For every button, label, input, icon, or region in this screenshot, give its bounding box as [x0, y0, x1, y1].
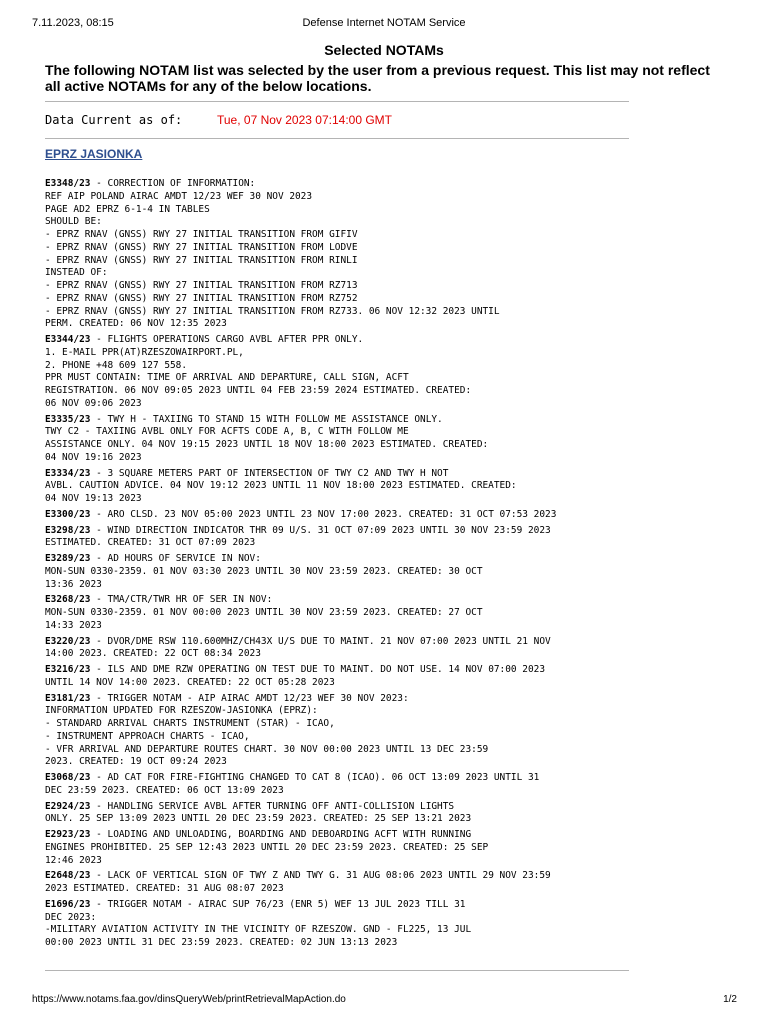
- notam-id: E3300/23: [45, 508, 91, 520]
- notam-item: [45, 594, 745, 632]
- notam-text: - TRIGGER NOTAM - AIRAC SUP 76/23 (ENR 5) WEF 13 JUL 2023 TILL 31 DEC 2023: -MILITARY AVIATION ACTIVITY IN THE VICINITY OF RZESZOW. GND - FL225, 13 JUL 00:00 2023 UNTIL 31 DEC 23:59 2023. CREATED: 02 JUN 13:13 2023: [45, 898, 472, 948]
- notam-text: - CORRECTION OF INFORMATION: REF AIP POLAND AIRAC AMDT 12/23 WEF 30 NOV 2023 PAGE AD2 EPRZ 6-1-4 IN TABLES SHOULD BE: - EPRZ RNAV (GNSS) RWY 27 INITIAL TRANSITION FROM GIFIV - EPRZ RNAV (GNSS) RWY 27 INITIAL TRANSITION FROM LODVE - EPRZ RNAV (GNSS) RWY 27 INITIAL TRANSITION FROM RINLI INSTEAD OF: - EPRZ RNAV (GNSS) RWY 27 INITIAL TRANSITION FROM RZ713 - EPRZ RNAV (GNSS) RWY 27 INITIAL TRANSITION FROM RZ752 - EPRZ RNAV (GNSS) RWY 27 INITIAL TRANSITION FROM RZ733. 06 NOV 12:32 2023 UNTIL PERM. CREATED: 06 NOV 12:35 2023: [45, 178, 500, 330]
- notam-item: [45, 772, 745, 798]
- print-footer-url: https://www.notams.faa.gov/dinsQueryWeb/printRetrievalMapAction.do: [32, 994, 346, 1005]
- notam-item: [45, 829, 745, 867]
- notam-id: E3068/23: [45, 772, 91, 783]
- notam-text: - TMA/CTR/TWR HR OF SER IN NOV: MON-SUN 0330-2359. 01 NOV 00:00 2023 UNTIL 30 NOV 23:59 2023. CREATED: 27 OCT 14:33 2023: [45, 594, 483, 631]
- divider: [45, 970, 629, 971]
- location-link[interactable]: EPRZ JASIONKA: [45, 147, 143, 161]
- notam-item: [45, 899, 745, 950]
- notam-id: E3268/23: [45, 594, 91, 606]
- divider: [45, 138, 629, 139]
- notam-id: E3216/23: [45, 664, 91, 675]
- notam-id: E3181/23: [45, 692, 91, 704]
- print-date: 7.11.2023, 08:15: [32, 17, 114, 29]
- notam-id: E3348/23: [45, 178, 91, 189]
- notam-text: - LACK OF VERTICAL SIGN OF TWY Z AND TWY G. 31 AUG 08:06 2023 UNTIL 29 NOV 23:59 2023 ESTIMATED. CREATED: 31 AUG 08:07 2023: [45, 870, 551, 894]
- notam-id: E3289/23: [45, 553, 91, 564]
- notam-text: - TRIGGER NOTAM - AIP AIRAC AMDT 12/23 WEF 30 NOV 2023: INFORMATION UPDATED FOR RZESZOW-JASIONKA (EPRZ): - STANDARD ARRIVAL CHARTS INSTRUMENT (STAR) - ICAO, - INSTRUMENT APPROACH CHARTS - ICAO, - VFR ARRIVAL AND DEPARTURE ROUTES CHART. 30 NOV 00:00 2023 UNTIL 13 DEC 23:59 2023. CREATED: 19 OCT 09:24 2023: [45, 692, 489, 768]
- notam-item: [45, 664, 745, 690]
- notam-id: E3220/23: [45, 635, 91, 647]
- notam-id: E3298/23: [45, 524, 91, 536]
- notam-text: - DVOR/DME RSW 110.600MHZ/CH43X U/S DUE TO MAINT. 21 NOV 07:00 2023 UNTIL 21 NOV 14:00 2023. CREATED: 22 OCT 08:34 2023: [45, 635, 551, 660]
- page-number: 1/2: [723, 994, 737, 1005]
- notam-id: E3344/23: [45, 334, 91, 345]
- notam-item: [45, 525, 745, 551]
- notam-text: - TWY H - TAXIING TO STAND 15 WITH FOLLOW ME ASSISTANCE ONLY. TWY C2 - TAXIING AVBL ONLY FOR ACFTS CODE A, B, C WITH FOLLOW ME ASSISTANCE ONLY. 04 NOV 19:15 2023 UNTIL 18 NOV 18:00 2023 ESTIMATED. CREATED: 04 NOV 19:16 2023: [45, 413, 489, 463]
- notam-item: [45, 693, 745, 770]
- notam-item: [45, 636, 745, 662]
- notam-item: [45, 509, 745, 522]
- notam-text: - AD HOURS OF SERVICE IN NOV: MON-SUN 0330-2359. 01 NOV 03:30 2023 UNTIL 30 NOV 23:59 2023. CREATED: 30 OCT 13:36 2023: [45, 553, 483, 590]
- divider: [45, 101, 629, 102]
- notam-id: E2924/23: [45, 800, 91, 812]
- print-header-title: Defense Internet NOTAM Service: [302, 17, 466, 29]
- notam-text: - 3 SQUARE METERS PART OF INTERSECTION OF TWY C2 AND TWY H NOT AVBL. CAUTION ADVICE. 04 NOV 19:12 2023 UNTIL 11 NOV 18:00 2023 ESTIMATED. CREATED: 04 NOV 19:13 2023: [45, 467, 517, 504]
- notam-item: [45, 870, 745, 896]
- notam-text: - AD CAT FOR FIRE-FIGHTING CHANGED TO CAT 8 (ICAO). 06 OCT 13:09 2023 UNTIL 31 DEC 23:59 2023. CREATED: 06 OCT 13:09 2023: [45, 772, 540, 796]
- notam-item: [45, 553, 745, 591]
- notam-text: - HANDLING SERVICE AVBL AFTER TURNING OFF ANTI-COLLISION LIGHTS ONLY. 25 SEP 13:09 2023 UNTIL 20 DEC 23:59 2023. CREATED: 25 SEP 13:21 2023: [45, 800, 472, 825]
- notam-item: [45, 178, 745, 331]
- notam-item: [45, 468, 745, 506]
- notam-item: [45, 334, 745, 411]
- notam-text: - WIND DIRECTION INDICATOR THR 09 U/S. 31 OCT 07:09 2023 UNTIL 30 NOV 23:59 2023 ESTIMATED. CREATED: 31 OCT 07:09 2023: [45, 524, 551, 549]
- notam-id: E2923/23: [45, 829, 91, 840]
- notam-id: E3334/23: [45, 467, 91, 479]
- notam-item: [45, 414, 745, 465]
- notam-item: [45, 801, 745, 827]
- notam-id: E1696/23: [45, 898, 91, 910]
- page-title: Selected NOTAMs: [324, 42, 444, 58]
- intro-text: The following NOTAM list was selected by the user from a previous request. This list may not reflect all active NOTAMs for any of the below locations.: [45, 62, 710, 94]
- notam-list: [45, 178, 745, 953]
- data-current-label: Data Current as of:: [45, 113, 183, 127]
- notam-text: - FLIGHTS OPERATIONS CARGO AVBL AFTER PPR ONLY. 1. E-MAIL PPR(AT)RZESZOWAIRPORT.PL, 2. PHONE +48 609 127 558. PPR MUST CONTAIN: TIME OF ARRIVAL AND DEPARTURE, CALL SIGN, ACFT REGISTRATION. 06 NOV 09:05 2023 UNTIL 04 FEB 23:59 2024 ESTIMATED. CREATED: 06 NOV 09:06 2023: [45, 334, 472, 409]
- notam-id: E3335/23: [45, 413, 91, 425]
- notam-text: - ILS AND DME RZW OPERATING ON TEST DUE TO MAINT. DO NOT USE. 14 NOV 07:00 2023 UNTIL 14 NOV 14:00 2023. CREATED: 22 OCT 05:28 2023: [45, 664, 546, 688]
- notam-text: - LOADING AND UNLOADING, BOARDING AND DEBOARDING ACFT WITH RUNNING ENGINES PROHIBITED. 25 SEP 12:43 2023 UNTIL 20 DEC 23:59 2023. CREATED: 25 SEP 12:46 2023: [45, 829, 489, 866]
- notam-text: - ARO CLSD. 23 NOV 05:00 2023 UNTIL 23 NOV 17:00 2023. CREATED: 31 OCT 07:53 2023: [90, 508, 557, 520]
- notam-id: E2648/23: [45, 870, 91, 882]
- data-current-value: Tue, 07 Nov 2023 07:14:00 GMT: [217, 113, 392, 127]
